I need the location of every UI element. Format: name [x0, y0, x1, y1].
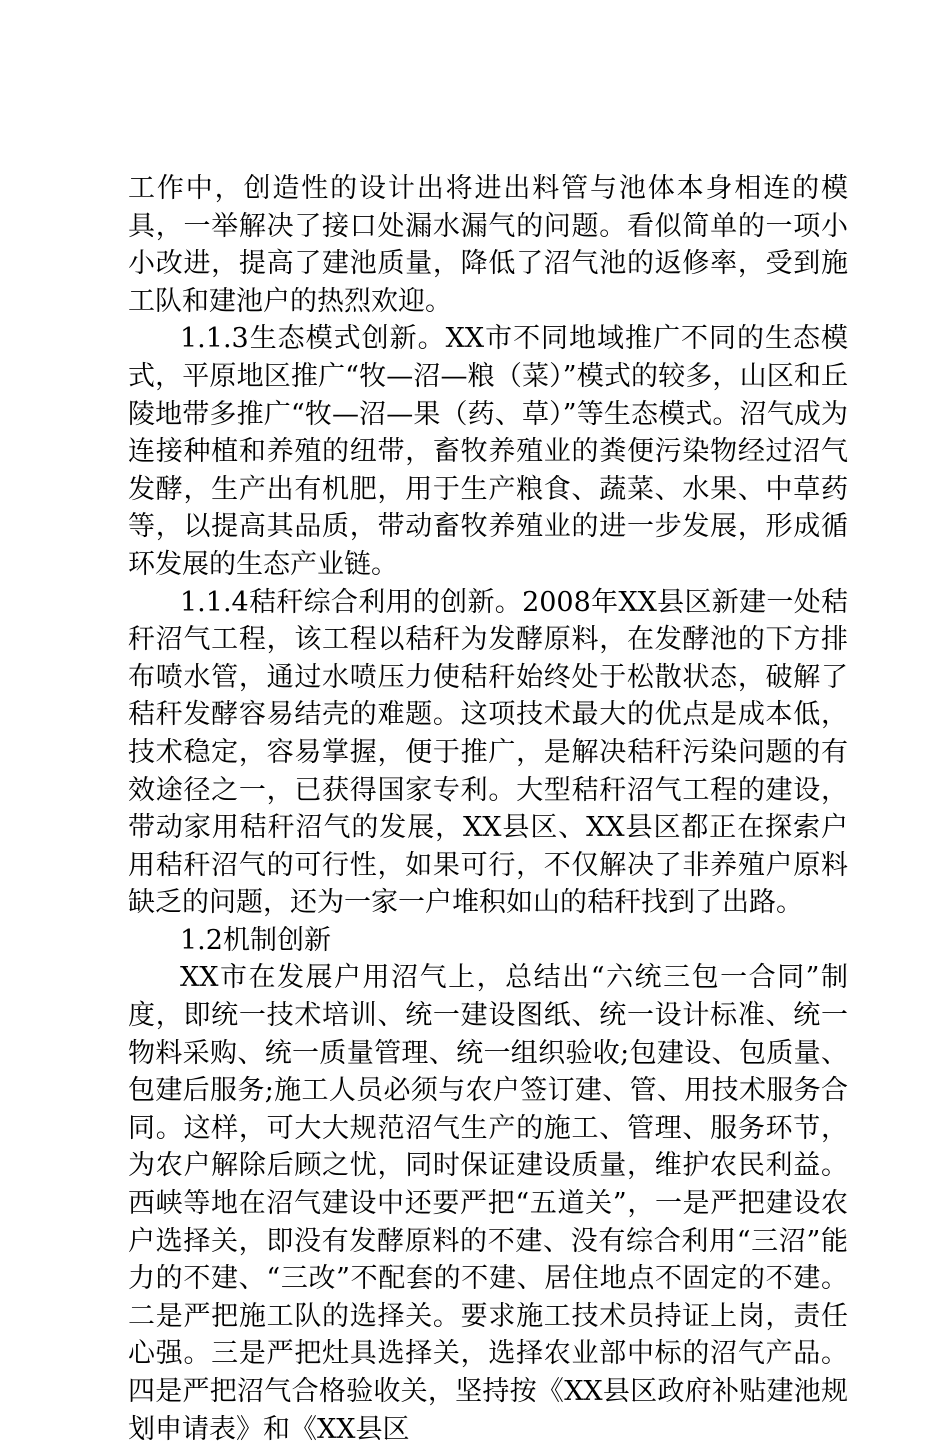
- document-body: [128, 170, 848, 1448]
- section-heading-mechanism: 1.2机制创新: [180, 924, 331, 956]
- paragraph-ecological-model: 1.1.3生态模式创新。XX市不同地域推广不同的生态模式，平原地区推广“牧—沼—粮（菜）”模式的较多，山区和丘陵地带多推广“牧—沼—果（药、草）”等生态模式。沼气成为连接种植和养殖的纽带，畜牧养殖业的粪便污染物经过沼气发酵，生产出有机肥，用于生产粮食、蔬菜、水果、中草药等，以提高其品质，带动畜牧养殖业的进一步发展，形成循环发展的生态产业链。: [128, 323, 848, 580]
- paragraph-mechanism-innovation: XX市在发展户用沼气上，总结出“六统三包一合同”制度，即统一技术培训、统一建设图纸、统一设计标准、统一物料采购、统一质量管理、统一组织验收;包建设、包质量、包建后服务;施工人员必须与农户签订建、管、用技术服务合同。这样，可大大规范沼气生产的施工、管理、服务环节，为农户解除后顾之忧，同时保证建设质量，维护农民利益。西峡等地在沼气建设中还要严把“五道关”，一是严把建设农户选择关，即没有发酵原料的不建、没有综合利用“三沼”能力的不建、“三改”不配套的不建、居住地点不固定的不建。二是严把施工队的选择关。要求施工技术员持证上岗，责任心强。三是严把灶具选择关，选择农业部中标的沼气产品。四是严把沼气合格验收关，坚持按《XX县区政府补贴建池规划申请表》和《XX县区: [128, 962, 848, 1445]
- paragraph-straw-utilization: 1.1.4秸秆综合利用的创新。2008年XX县区新建一处秸秆沼气工程，该工程以秸秆为发酵原料，在发酵池的下方排布喷水管，通过水喷压力使秸秆始终处于松散状态，破解了秸秆发酵容易结壳的难题。这项技术最大的优点是成本低，技术稳定，容易掌握，便于推广，是解决秸秆污染问题的有效途径之一，已获得国家专利。大型秸秆沼气工程的建设，带动家用秸秆沼气的发展，XX县区、XX县区都正在探索户用秸秆沼气的可行性，如果可行，不仅解决了非养殖户原料缺乏的问题，还为一家一户堆积如山的秸秆找到了出路。: [128, 586, 848, 919]
- paragraph-continuation: 工作中，创造性的设计出将进出料管与池体本身相连的模具，一举解决了接口处漏水漏气的问题。看似简单的一项小小改进，提高了建池质量，降低了沼气池的返修率，受到施工队和建池户的热烈欢迎。: [128, 173, 848, 317]
